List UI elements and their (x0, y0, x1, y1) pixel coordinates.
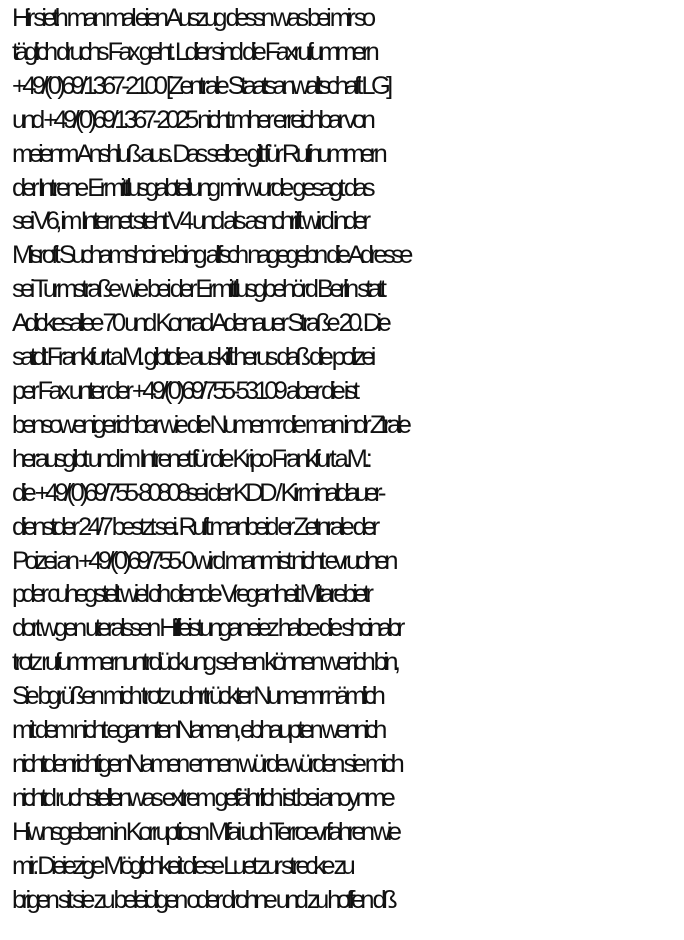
text-line-11: satdt Frankfurt a.M. gibtdie auskift herus daß die polizei (12, 343, 372, 372)
text-line-23: nichtdenrichtigenNamen ennen würdewürden sie mich (12, 749, 401, 778)
text-line-8: Misroft Suchamshcine bing alfsch nagegebn die Adresse (12, 241, 409, 270)
body-text (12, 2, 682, 917)
text-line-2: täglich druchs Fax geht. Ldier sind die Faxrufummern (12, 37, 376, 66)
text-line-6: der Intrene Ermittlusgabteilung mir wurde gesagt das (12, 173, 371, 202)
text-line-12: per Fax unter der +49/(0)69/755-53109 aber die ist (12, 376, 356, 405)
text-line-10: Adickesallee 70 und Konrad Adenauer Straße 20. Die (12, 309, 388, 338)
text-line-15: die +49/(0)69/755-80808sei der KDD / Kirminaldauer- (12, 478, 382, 507)
text-line-25: Hiwnsgebern in Korruptiosn Mfai udnTerroevrfahren wie (12, 817, 398, 846)
text-line-20: trotz rufummernuntrdückung sehen können wer ich bin, (12, 648, 397, 677)
text-line-17: Poizei an +49/(0)69/755-0 wird manmist nicht evrudnen (12, 546, 394, 575)
text-line-24: nichtd ruchstellenwas extrem gefährlich ist bei anoynme (12, 783, 392, 812)
text-line-19: dort wgen uteralssen Hifleistunganeiez habe die shcinabr (12, 614, 401, 643)
text-line-3: +49/(0)69/1367-2100 [Zentrale Staatsanwaltschaft LG] (12, 71, 389, 100)
text-line-27: brigen sit sie zu beleidigen oder drohne und zu hoffen dß (12, 885, 394, 914)
text-line-1: Hir sieth man mal eien Auszug dessn was bei mir so (12, 4, 372, 32)
text-line-18: pder cuhegstelt wiel cih diende Vreganheit Mitarebietr (12, 580, 370, 609)
text-line-13: bensowenigerichbar wie die Numemr die man indr Ztrale (12, 410, 408, 439)
text-line-4: und +49/(0)69/1367-2025 nicht mher erreichbar von (12, 105, 372, 134)
text-line-7: sei V6, im Internet steht V4 und als asnchrift wird inder (12, 207, 367, 236)
text-line-16: dienstder 24/7 bestzt sei. Ruft manbeid er Zetnrale der (12, 512, 376, 541)
text-line-21: Sie bgrüßen mich trotz udnrtrückter Numemr nämlich (12, 682, 382, 711)
text-line-5: meienm Anshluß aus. Das selbe gilt für Rufnummern (12, 139, 384, 168)
text-line-22: mit dem nicht eganntenNamen, ebhaupten wennich (12, 716, 383, 745)
text-line-14: herausgibt und im Intrenet für die Kripo Frankfurt a.M.: (12, 444, 369, 473)
text-line-9: sei Turmstraße wie bei der Ermittlusgbehörd Berlin statt (12, 275, 383, 304)
text-line-26: mir. Dieiezige Möglichkeit diese Luet zur strecke zu (12, 851, 352, 880)
